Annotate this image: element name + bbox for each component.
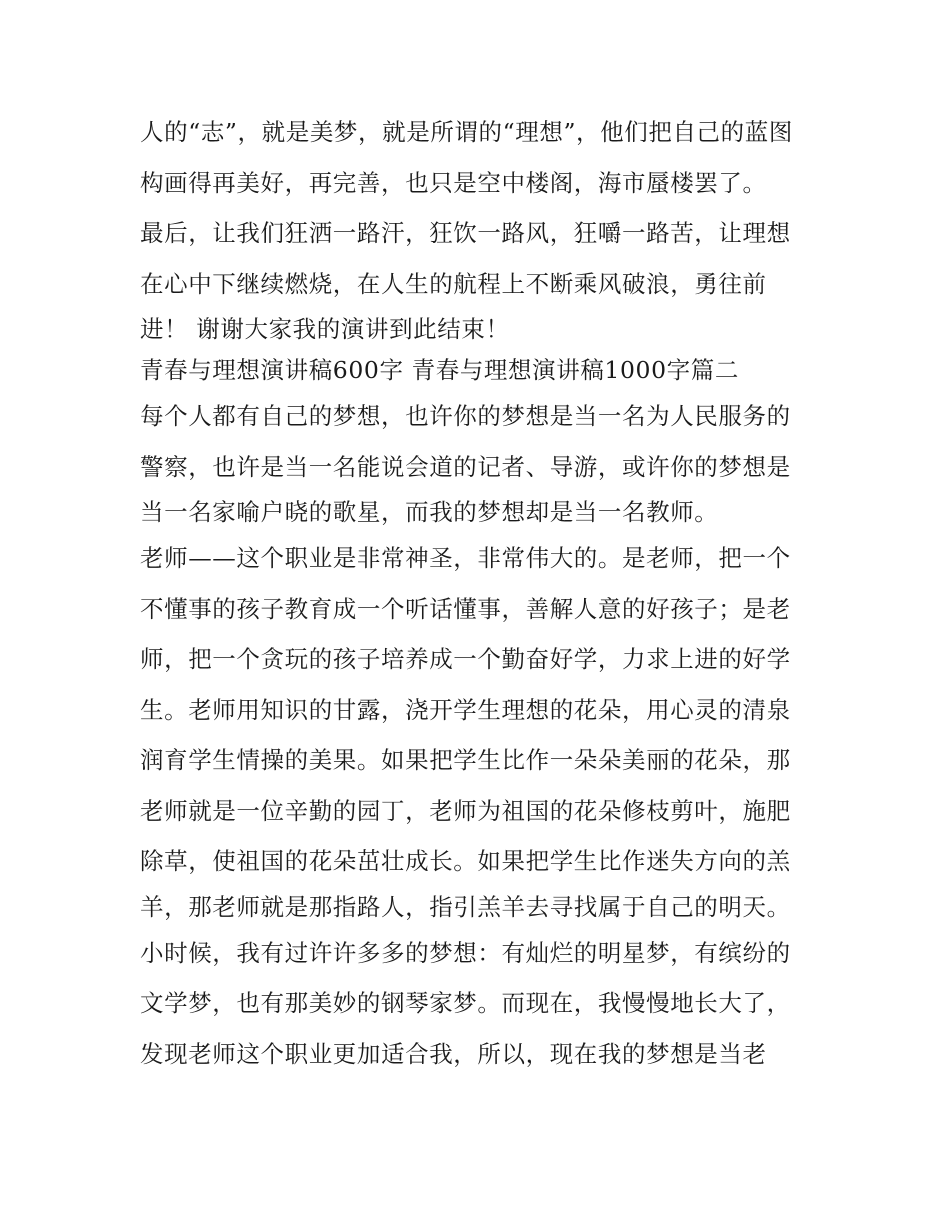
text-line: 老师——这个职业是非常神圣，非常伟大的。是老师，把一个 <box>140 544 791 572</box>
text-line: 最后，让我们狂洒一路汗，狂饮一路风，狂嚼一路苦，让理想 <box>140 219 791 247</box>
text-line: 文学梦，也有那美妙的钢琴家梦。而现在，我慢慢地长大了， <box>140 989 791 1017</box>
text-line: 发现老师这个职业更加适合我，所以，现在我的梦想是当老 <box>140 1039 767 1068</box>
text-line: 不懂事的孩子教育成一个听话懂事，善解人意的好孩子；是老 <box>140 594 791 623</box>
text-line: 当一名家喻户晓的歌星，而我的梦想却是当一名教师。 <box>140 498 719 526</box>
text-line: 小时候，我有过许许多多的梦想：有灿烂的明星梦，有缤纷的 <box>140 938 791 967</box>
section-heading: 青春与理想演讲稿600字 青春与理想演讲稿1000字篇二 <box>140 356 739 384</box>
text-line: 老师就是一位辛勤的园丁，老师为祖国的花朵修枝剪叶，施肥 <box>140 796 791 825</box>
text-line: 师，把一个贪玩的孩子培养成一个勤奋好学，力求上进的好学 <box>140 645 791 673</box>
text-line: 警察，也许是当一名能说会道的记者、导游，或许你的梦想是 <box>140 452 791 481</box>
text-line: 生。老师用知识的甘露，浇开学生理想的花朵，用心灵的清泉 <box>140 695 791 724</box>
text-line: 人的“志”，就是美梦，就是所谓的“理想”，他们把自己的蓝图 <box>140 118 793 146</box>
text-line: 在心中下继续燃烧，在人生的航程上不断乘风破浪，勇往前 <box>140 269 767 298</box>
text-line: 进！ 谢谢大家我的演讲到此结束！ <box>140 315 510 343</box>
text-line: 构画得再美好，再完善，也只是空中楼阁，海市蜃楼罢了。 <box>140 168 767 197</box>
text-line: 每个人都有自己的梦想，也许你的梦想是当一名为人民服务的 <box>140 402 791 430</box>
text-line: 除草，使祖国的花朵茁壮成长。如果把学生比作迷失方向的羔 <box>140 847 791 875</box>
text-line: 羊，那老师就是那指路人，指引羔羊去寻找属于自己的明天。 <box>140 892 791 921</box>
document-body <box>140 107 820 1079</box>
text-line: 润育学生情操的美果。如果把学生比作一朵朵美丽的花朵，那 <box>140 746 791 774</box>
